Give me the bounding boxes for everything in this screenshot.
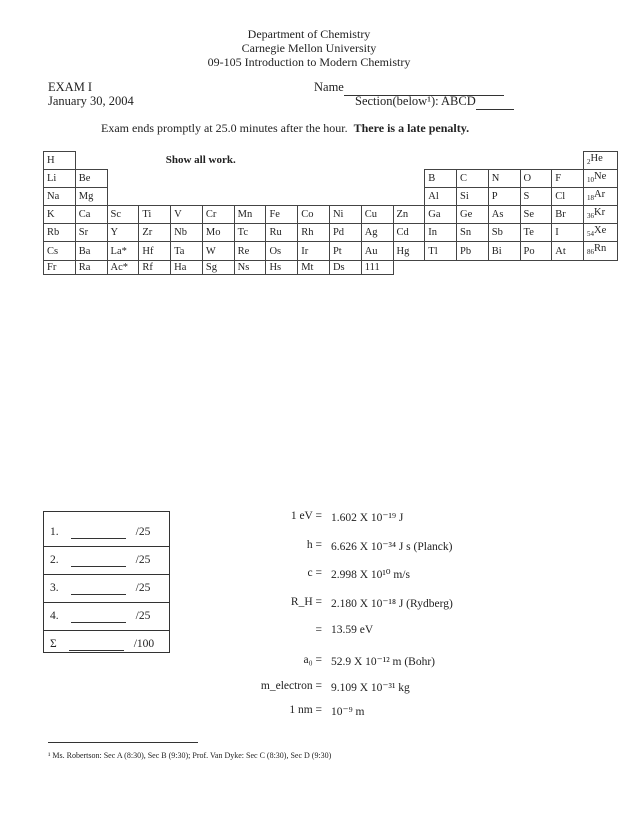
atomic-number: 10 [587, 176, 594, 185]
score-item [50, 610, 150, 623]
element-cell: Al [425, 188, 457, 206]
element-cell: B [425, 170, 457, 188]
element-cell: Ti [139, 206, 171, 224]
element-cell: Sb [488, 224, 520, 242]
constant-value: 9.109 X 10⁻³¹ kg [331, 682, 410, 694]
empty-cell [584, 260, 618, 274]
empty-cell [393, 260, 425, 274]
element-symbol: He [590, 153, 603, 164]
empty-cell [425, 260, 457, 274]
element-cell: Nb [171, 224, 203, 242]
score-item [50, 582, 150, 595]
element-cell: Sg [202, 260, 234, 274]
element-cell: Pt [329, 242, 361, 260]
element-cell: P [488, 188, 520, 206]
score-divider [44, 630, 169, 631]
element-cell: Mg [75, 188, 107, 206]
constant-value: 52.9 X 10⁻¹² m (Bohr) [331, 656, 435, 668]
university-line: Carnegie Mellon University [241, 41, 377, 55]
element-symbol: Ar [594, 189, 606, 201]
table-gap [107, 188, 425, 206]
element-cell: Co [298, 206, 330, 224]
element-cell: Ni [329, 206, 361, 224]
element-cell: Cd [393, 224, 425, 242]
periodic-row [44, 224, 618, 242]
periodic-row [44, 260, 618, 274]
element-cell: Re [234, 242, 266, 260]
constant-value: 2.180 X 10⁻¹⁸ J (Rydberg) [331, 598, 453, 610]
element-cell: Sn [457, 224, 489, 242]
constant-label: a₀ = [303, 654, 322, 666]
constant-value: 6.626 X 10⁻³⁴ J s (Planck) [331, 541, 453, 553]
score-blank[interactable] [71, 554, 126, 567]
element-cell: W [202, 242, 234, 260]
element-cell: Ra [75, 260, 107, 274]
element-cell: La* [107, 242, 139, 260]
periodic-row [44, 206, 618, 224]
question-number: 4. [50, 610, 59, 622]
constant-label: c = [307, 567, 322, 579]
element-cell: In [425, 224, 457, 242]
element-cell: Hf [139, 242, 171, 260]
element-cell: Ac* [107, 260, 139, 274]
footnote-divider [48, 742, 198, 743]
element-cell: S [520, 188, 552, 206]
element-cell: 111 [361, 260, 393, 274]
element-cell: H [44, 152, 76, 170]
question-number: Σ [50, 638, 57, 650]
max-score: /25 [135, 526, 151, 538]
score-item [50, 638, 154, 651]
constant-label: R_H = [290, 596, 322, 608]
score-divider [44, 602, 169, 603]
score-blank[interactable] [69, 638, 124, 651]
empty-cell [488, 260, 520, 274]
element-cell: Y [107, 224, 139, 242]
element-symbol: Kr [594, 207, 606, 219]
element-cell: Mt [298, 260, 330, 274]
max-score: /25 [135, 582, 151, 594]
periodic-row [44, 152, 618, 170]
element-cell: Pb [457, 242, 489, 260]
element-cell: Fr [44, 260, 76, 274]
section-label: Section(below¹): ABCD [355, 94, 476, 108]
element-cell: Rb [44, 224, 76, 242]
element-cell: Rh [298, 224, 330, 242]
element-cell: Rf [139, 260, 171, 274]
question-number: 3. [50, 582, 59, 594]
constant-label: h = [306, 539, 322, 551]
show-work-note: Show all work. [165, 153, 236, 166]
document-header [0, 27, 618, 69]
section-field[interactable] [355, 94, 514, 110]
atomic-number: 2 [587, 158, 591, 167]
element-cell: Br [552, 206, 584, 224]
element-cell: Te [520, 224, 552, 242]
score-blank[interactable] [71, 526, 126, 539]
name-label: Name [314, 80, 344, 94]
score-blank[interactable] [71, 610, 126, 623]
department-line: Department of Chemistry [247, 27, 371, 41]
element-cell: Mo [202, 224, 234, 242]
notice-text: Exam ends promptly at 25.0 minutes after the hour. [101, 121, 348, 135]
element-cell: I [552, 224, 584, 242]
element-cell: Ge [457, 206, 489, 224]
question-number: 1. [50, 526, 59, 538]
element-cell [584, 224, 618, 242]
question-number: 2. [50, 554, 59, 566]
element-cell: Po [520, 242, 552, 260]
element-cell: Sr [75, 224, 107, 242]
score-divider [44, 546, 169, 547]
element-cell: Zr [139, 224, 171, 242]
element-cell: N [488, 170, 520, 188]
element-cell: Au [361, 242, 393, 260]
element-cell: At [552, 242, 584, 260]
element-cell: Mn [234, 206, 266, 224]
atomic-number: 18 [587, 194, 594, 203]
atomic-number: 86 [587, 248, 594, 257]
element-cell: Si [457, 188, 489, 206]
element-symbol: Xe [594, 225, 607, 237]
constant-value: 13.59 eV [331, 624, 374, 636]
element-cell: Cl [552, 188, 584, 206]
element-cell: Ga [425, 206, 457, 224]
element-cell: Hs [266, 260, 298, 274]
empty-cell [520, 260, 552, 274]
element-cell: Ha [171, 260, 203, 274]
exam-date: January 30, 2004 [48, 94, 134, 108]
footnote: ¹ Ms. Robertson: Sec A (8:30), Sec B (9:30); Prof. Van Dyke: Sec C (8:30), Sec D (9:30) [48, 751, 332, 760]
element-cell: Ru [266, 224, 298, 242]
atomic-number: 54 [587, 230, 594, 239]
table-gap [107, 170, 425, 188]
element-cell: Na [44, 188, 76, 206]
element-symbol: Rn [594, 243, 607, 255]
element-cell: Pd [329, 224, 361, 242]
empty-cell [457, 260, 489, 274]
constant-label: 1 nm = [289, 704, 322, 716]
element-cell: Ns [234, 260, 266, 274]
element-cell: Hg [393, 242, 425, 260]
element-cell: Be [75, 170, 107, 188]
periodic-table [43, 151, 618, 275]
constant-value: 1.602 X 10⁻¹⁹ J [331, 512, 404, 524]
element-cell: Bi [488, 242, 520, 260]
element-cell: F [552, 170, 584, 188]
empty-cell [552, 260, 584, 274]
element-cell: Ds [329, 260, 361, 274]
course-line: 09-105 Introduction to Modern Chemistry [207, 55, 411, 69]
element-cell: Ir [298, 242, 330, 260]
element-cell: Ca [75, 206, 107, 224]
constant-label: m_electron = [260, 680, 322, 692]
element-cell: Cu [361, 206, 393, 224]
element-symbol: Ne [594, 171, 607, 183]
exam-notice [101, 121, 469, 136]
element-cell: C [457, 170, 489, 188]
element-cell: Ag [361, 224, 393, 242]
score-item [50, 526, 150, 539]
section-blank[interactable] [476, 94, 514, 110]
max-score: /100 [133, 638, 155, 650]
element-cell [584, 188, 618, 206]
score-blank[interactable] [71, 582, 126, 595]
element-cell: Cr [202, 206, 234, 224]
periodic-row [44, 242, 618, 260]
periodic-row [44, 188, 618, 206]
exam-title: EXAM I [48, 80, 93, 94]
element-cell [584, 170, 618, 188]
score-box [43, 511, 170, 653]
periodic-row [44, 170, 618, 188]
score-item [50, 554, 150, 567]
element-cell: Os [266, 242, 298, 260]
constant-value: 10⁻⁹ m [331, 706, 365, 718]
element-cell: Sc [107, 206, 139, 224]
element-cell: As [488, 206, 520, 224]
element-cell: Zn [393, 206, 425, 224]
element-cell: K [44, 206, 76, 224]
atomic-number: 36 [587, 212, 594, 221]
score-divider [44, 574, 169, 575]
element-cell: Li [44, 170, 76, 188]
constant-label: 1 eV = [290, 510, 322, 522]
constant-label: = [315, 624, 322, 636]
element-cell: O [520, 170, 552, 188]
element-cell: Cs [44, 242, 76, 260]
element-cell: Ba [75, 242, 107, 260]
max-score: /25 [135, 610, 151, 622]
element-cell: Se [520, 206, 552, 224]
element-cell: Tl [425, 242, 457, 260]
element-cell: V [171, 206, 203, 224]
penalty-text: There is a late penalty. [353, 121, 470, 135]
element-cell [584, 242, 618, 260]
element-cell: Fe [266, 206, 298, 224]
constant-value: 2.998 X 10¹⁰ m/s [331, 569, 410, 581]
max-score: /25 [135, 554, 151, 566]
element-cell: Tc [234, 224, 266, 242]
element-cell [584, 206, 618, 224]
element-cell: Ta [171, 242, 203, 260]
element-cell [584, 152, 618, 170]
